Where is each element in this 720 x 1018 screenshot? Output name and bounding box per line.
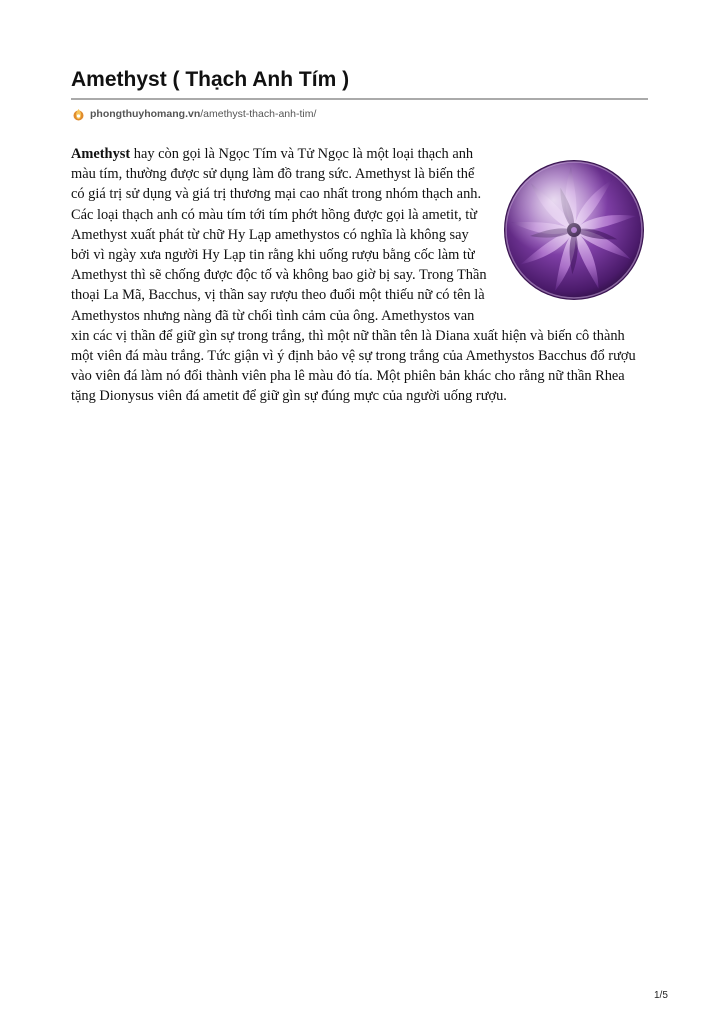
source-link[interactable]	[73, 107, 316, 121]
page-title: Amethyst ( Thạch Anh Tím )	[71, 68, 350, 91]
article-lead-word: Amethyst	[71, 146, 131, 162]
article-text: hay còn gọi là Ngọc Tím và Tử Ngọc là một loại thạch anh màu tím, thường được sử dụng làm đồ trang sức. Amethyst là biến thể có giá trị sử dụng và giá trị thương mại cao nhất trong nhóm thạch anh. Các loại thạch anh có màu tím tới tím phớt hồng được gọi là ametit, từ Amethyst xuất phát từ chữ Hy Lạp amethystos có nghĩa là không say bởi vì ngày xưa người Hy Lạp tin rằng khi uống rượu bằng cốc làm từ Amethyst thì sẽ chống được độc tố và không bao giờ bị say. Trong Thần thoại La Mã, Bacchus, vị thần say rượu theo đuổi một thiếu nữ có tên là Amethystos nhưng nàng đã từ chối tình cảm của ông. Amethystos van xin các vị thần để giữ gìn sự trong trắng, thì một nữ thần tên là Diana xuất hiện và biến cô thành một viên đá màu trắng. Tức giận vì ý định bảo vệ sự trong trắng của Amethystos Bacchus đổ rượu vào viên đá làm nó đổi thành viên pha lê màu đỏ tía. Một phiên bản khác cho rằng nữ thần Rhea tặng Dionysus viên đá ametit để giữ gìn sự đúng mực của người uống rượu.	[71, 146, 636, 405]
amethyst-sphere-image	[499, 155, 649, 305]
article-body	[71, 144, 649, 407]
page-number: 1/5	[654, 990, 668, 1001]
flame-pin-icon	[73, 108, 84, 121]
source-domain[interactable]: phongthuyhomang.vn	[90, 108, 201, 120]
source-path[interactable]: /amethyst-thach-anh-tim/	[200, 108, 317, 120]
title-divider	[71, 98, 648, 100]
